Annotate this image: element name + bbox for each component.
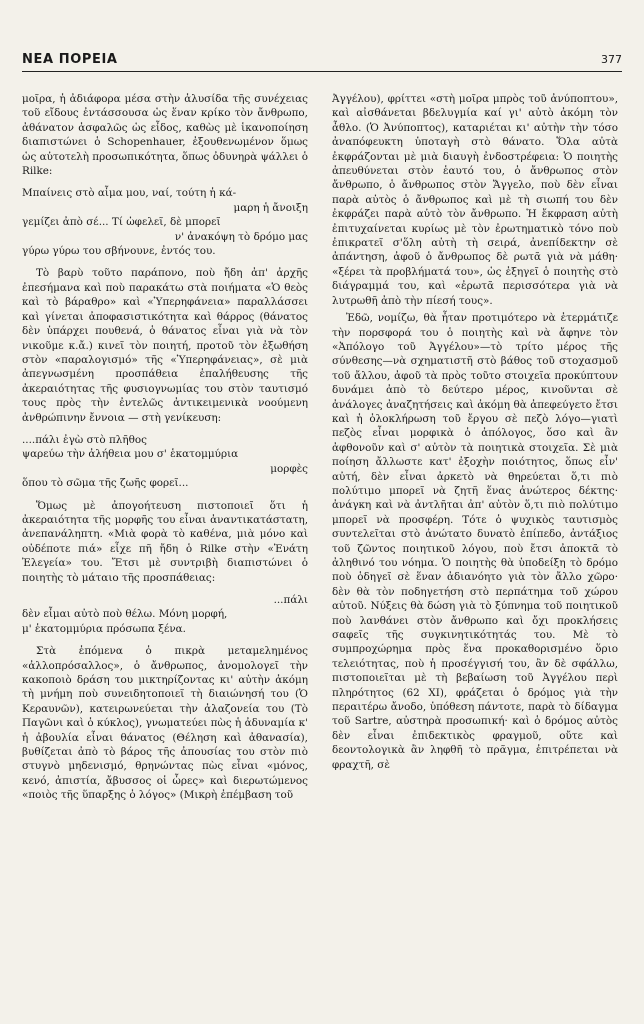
verse-line: μ' ἑκατομμύρια πρόσωπα ξένα. — [22, 622, 186, 635]
paragraph: Ἐδῶ, νομίζω, θὰ ἦταν προτιμότερο νὰ ἐτερμάτιζε τὴν πορσφορά του ὁ ποιητὴς καὶ νὰ ἄφηνε τὸν «Ἀπόλογο τοῦ Ἀγγέλου»—τὸ τρίτο μέρος τῆς σύνθεσης—νὰ σχηματιστῆ στὸ βάθος τοῦ στοχασμοῦ τοῦ ἄλλου, ἀφοῦ τὰ πρὸς τοῦτο στοιχεῖα προκύπτουν δυνάμει ἀπὸ τὸ δεύτερο μέρος, κινοῦνται σὲ ἀνάλογες ἀναζητήσεις καὶ ἀκόμη θὰ ἀπεφεύγετο ἔτσι καὶ ἡ ὁλοκλήρωση τοῦ ἔργου σὲ πεζὸ λόγο—γιατὶ πεζὸς εἶναι μορφικὰ ὁ ἀπόλογος, ὅσο καὶ ἂν ἀφθονοῦν καὶ σ' αὐτὸν τὰ ποιητικὰ στοιχεῖα. Σὲ μιὰ ποίηση ἄλλωστε κατ' ἐξοχὴν ποιότητος, ὅπως εἶν' αὐτή, δὲν εἶναι ἀρκετὸ νὰ θηρεύεται ὅ,τι πιὸ πολύτιμο μπορεῖ νὰ ζητῆ ἕνας ἀνώτερος δέκτης· ἀνάγκη καὶ νὰ ἀντλῆται ἀπ' αὐτὸν ὅ,τι πιὸ πολύτιμο μπορεῖ νὰ προσφέρη. Τότε ὁ ψυχικὸς ταυτισμὸς συντελεῖται στὸ ἀνώτατο δυνατὸ ἐπίπεδο, ἀντάξιος τοῦ ζῶντος ποιητικοῦ λόγου, ποὺ ἔτσι ἀποκτᾶ τὸ ἀληθινό του νόημα. Ὁ ποιητὴς θὰ ὑποδείξη τὸ δρόμο ποὺ ὁδηγεῖ σὲ ἕναν ἀδιανόητο γιὰ τὸν ἄλλο χῶρο· δὲν θὰ τὸν ποδηγετήση στὸ περπάτημα τοῦ χώρου αὐτοῦ. Νύξεις θὰ δώση γιὰ τὸ ξύπνημα τοῦ ποιητικοῦ ποὺ λανθάνει στὸν ἄνθρωπο καὶ ὄχι προκλήσεις σαφεῖς τῆς συγκινητικότητάς του. Μὲ τὸ συμπροχώρημα πρὸς ἕνα προκαθορισμένο ὅριο τελειότητας, ποὺ ἡ προσέγγισή του, ἂν δὲ σφάλλω, πιστοποιεῖται μὲ τὴ βεβαίωση τοῦ Ἀγγέλου περὶ πληρότητος (62 ΧΙ), φράζεται ὁ δρόμος γιὰ τὴν περαιτέρω ἄνοδο, ὑπόθεση πάντοτε, παρὰ τὸ δίδαγμα τοῦ Sartre, αὐστηρὰ προσωπική· καὶ ὁ δρόμος αὐτὸς δὲν εἶναι ἐπιδεκτικὸς φραγμοῦ, οὔτε καὶ δεοντολογικὰ ἂν ληφθῆ τὸ πρᾶγμα, ἐπιτρέπεται νὰ φραχτῆ, σὲ — [332, 312, 618, 771]
verse-line: γεμίζει ἀπὸ σέ... Τί ὠφελεῖ, δὲ μπορεῖ — [22, 216, 221, 229]
verse-quote — [22, 186, 308, 258]
right-column — [332, 92, 618, 772]
verse-line: ὅπου τὸ σῶμα τῆς ζωῆς φορεῖ... — [22, 477, 189, 490]
verse-line: ....πάλι ἐγὼ στὸ πλῆθος — [22, 433, 147, 446]
verse-line: γύρω γύρω του σβήνουνε, ἐντός του. — [22, 245, 216, 258]
verse-line: μορφὲς — [270, 462, 308, 475]
verse-line: ...πάλι — [273, 594, 308, 606]
left-column — [22, 92, 308, 803]
verse-line: δὲν εἶμαι αὐτὸ ποὺ θέλω. Μόνη μορφή, — [22, 608, 228, 621]
verse-quote — [22, 433, 308, 491]
verse-line: μαρη ἡ ἄνοιξη — [233, 201, 308, 214]
page-number: 377 — [601, 53, 622, 66]
paragraph: μοῖρα, ἡ ἀδιάφορα μέσα στὴν ἁλυσίδα τῆς συνέχειας τοῦ εἴδους ἐντάσσουσα ὡς ἕναν κρίκο τὸν ἄνθρωπο, ἀθάνατον ἀσφαλῶς ὡς εἶδος, καθὼς μὲ ἱκανοποίηση διαπιστώνει ὁ Schopenhauer, ἐξουθενωμένον ὅμως ὡς αὐτοτελὴ προσωπικότητα, ὅπως ὀδυνηρὰ ψάλλει ὁ Rilke: — [22, 93, 308, 178]
verse-line: ν' ἀνακόψη τὸ δρόμο μας — [174, 230, 308, 243]
paragraph: Στὰ ἑπόμενα ὁ πικρὰ μεταμελημένος «ἀλλοπρόσαλλος», ὁ ἄνθρωπος, ἀνομολογεῖ τὴν κακοποιὸ δράση του μικτηρίζοντας κι' αὐτὴν ἀκόμη τὴ μνήμη ποὺ συνειδητοποιεῖ τὴ διαιώνησή του (Ὁ Κεραυνῶν), κατειρωνεύεται τὴν ἀλαζονεία του (Τὸ Παγῶνι καὶ ὁ κύκλος), γνωματεύει πὼς ἡ ἀδυναμία κ' ἡ ἀβουλία εἶναι θάνατος (Θέληση καὶ ἀθανασία), βυθίζεται ἀπὸ τὸ βάρος τῆς ἀπουσίας του στὸν πιὸ στυγνὸ μηδενισμό, θρηνώντας πὼς εἶναι «μόνος, κενό, ἀπιστία, ἄβυσσος οἱ ὧρες» καὶ διερωτώμενος «ποιὸς τῆς ὕπαρξης ὁ λόγος» (Μικρὴ ἐπέμβαση τοῦ — [22, 645, 308, 802]
running-header — [22, 52, 622, 72]
verse-line: Μπαίνεις στὸ αἷμα μου, ναί, τούτη ἡ κά- — [22, 187, 237, 200]
journal-title: ΝΕΑ ΠΟΡΕΙΑ — [22, 52, 118, 67]
paragraph: Τὸ βαρὺ τοῦτο παράπονο, ποὺ ἤδη ἀπ' ἀρχῆς ἐπεσήμανα καὶ ποὺ παρακάτω στὰ ποιήματα «Ὁ θεὸς καὶ τὸ βάραθρο» καὶ «Ὑπερηφάνεια» παραλλάσσει καὶ γίνεται ἀποφασιστικότητα καὶ θάρρος (θάνατος δὲν ὑπάρχει πουθενά, ὁ θάνατος εἶναι γιὰ νὰ τὸν νικοῦμε κ.ἄ.) κινεῖ τὸν ποιητή, προτοῦ τὸν ἐξωθήση στὸν «παραλογισμό» τῆς «Ὑπερηφάνειας», σὲ μιὰ ἀπεγνωσμένη προσπάθεια ἐπαλήθευσης τῆς ἀκεραιότητας τῆς φυσιογνωμίας του στὸν ταυτισμό τους πρὸς τὴν ἐντελῶς ἀντικειμενικὰ νοούμενη ἀνθρώπινην ἔννοια — στὴ γενίκευση: — [22, 267, 308, 424]
paragraph: Ἀγγέλου), φρίττει «στὴ μοῖρα μπρὸς τοῦ ἀνύποπτου», καὶ αἰσθάνεται βδελυγμία καί γι' αὐτὸ ἀκόμη τὸν ἆθλο. (Ὁ Ἀνύποπτος), καταριέται κι' αὐτὴν τὴν τόσο ἀναπόφευκτη ὑποταγὴ στὸ θάνατο. Ὅλα αὐτὰ ἐκφράζονται μὲ μιὰ διαυγὴ ἐνδοστρέφεια: Ὁ ποιητὴς ἀπευθύνεται στὸν ἑαυτό του, ὁ ἄνθρωπος στὸν ἄνθρωπο, ὁ ἄνθρωπος στὸν Ἄγγελο, ποὺ δὲν εἶναι παρὰ αὐτὸς ὁ ἄνθρωπος καὶ μὲ τὴ σιωπή του δὲν ἐκφράζει παρὰ αὐτὸ τὸν ἄνθρωπο. Ἡ ἔκφραση αὐτὴ ἐπιτυχαίνεται κυρίως μὲ τὸν ἐρωτηματικὸ τόνο ποὺ ἐπικρατεῖ σ'ὅλη αὐτὴ τὴ σειρά, ἀνεπίδεκτην σὲ ἀπάντηση, ἀφοῦ ὁ ἄνθρωπος δὲ ρωτᾶ γιὰ νὰ μάθη· «ξέρει τὰ προβλήματά του», ὡς ἐξηγεῖ ὁ ποιητὴς στὸ διάγραμμά του, καὶ «ἐρωτᾶ περισσότερα γιὰ νὰ λυτρωθῆ ἀπὸ τὴν πίεσή τους». — [332, 93, 618, 307]
verse-line: ψαρεύω τὴν ἀλήθεια μου σ' ἑκατομμύρια — [22, 448, 239, 461]
verse-quote — [22, 593, 308, 636]
paragraph: Ὅμως μὲ ἀπογοήτευση πιστοποιεῖ ὅτι ἡ ἀκεραιότητα τῆς μορφῆς του εἶναι ἀναντικατάστατη, ἀνεπανάληπτη. «Μιὰ φορὰ τὸ καθένα, μιὰ μόνο καὶ οὐδέποτε πιά» εἶχε πῆ ἤδη ὁ Rilke στὴν «Ἐνάτη Ἐλεγεία» του. Ἔτσι μὲ συντριβὴ διαπιστώνει ὁ ποιητὴς τὸ μάταιο τῆς προσπάθειας: — [22, 499, 308, 584]
